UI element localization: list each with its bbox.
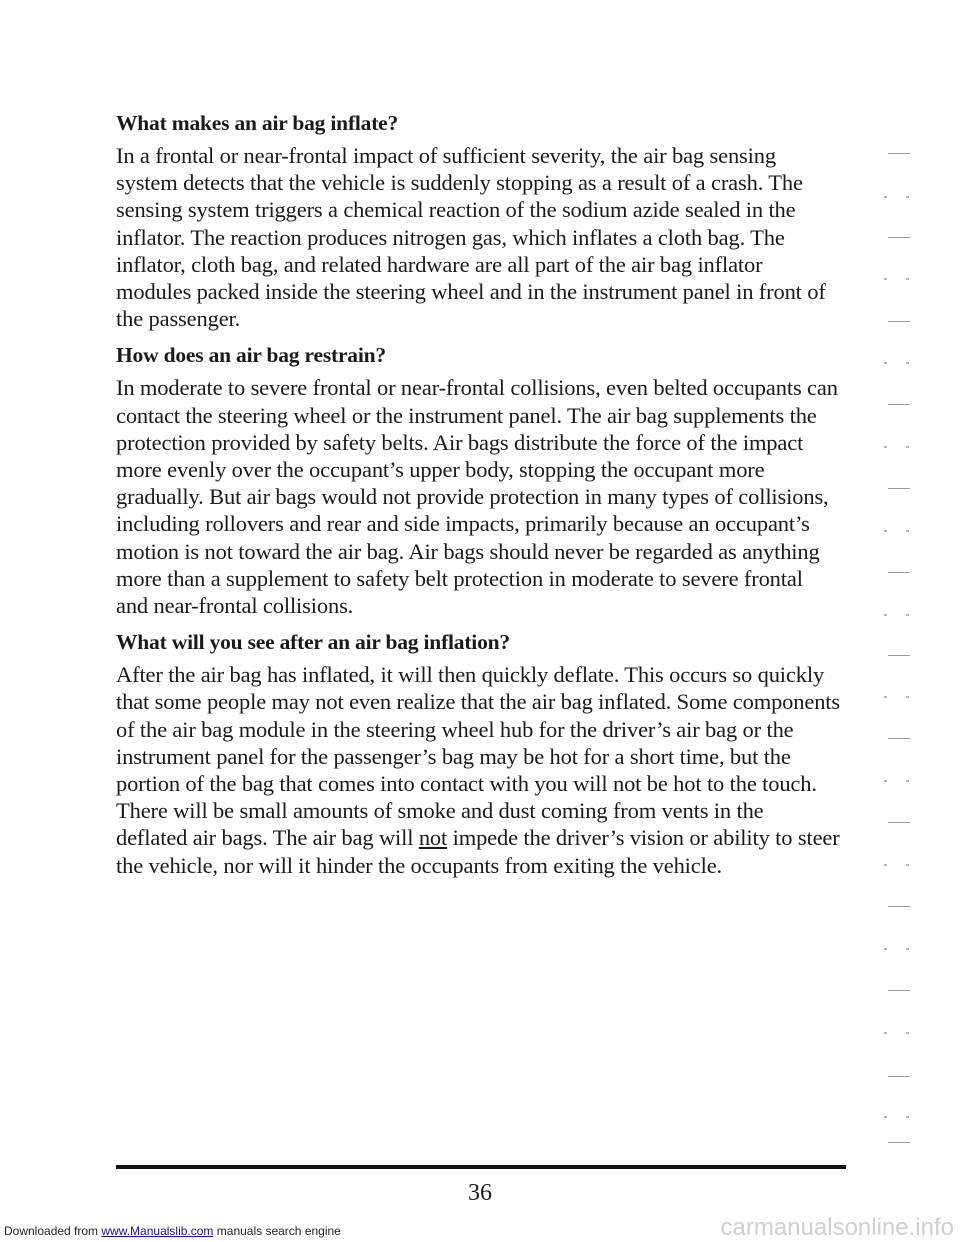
scan-dots xyxy=(882,696,912,699)
scan-mark xyxy=(888,655,910,656)
scan-dots xyxy=(882,278,912,281)
watermark: carmanualsonline.info xyxy=(720,1214,954,1241)
scan-dots xyxy=(882,614,912,617)
scan-dots xyxy=(882,864,912,867)
section-heading: What makes an air bag inflate? xyxy=(116,111,399,135)
page-number: 36 xyxy=(468,1180,492,1206)
manualslib-link[interactable]: www.Manualslib.com xyxy=(101,1224,214,1238)
scan-mark xyxy=(888,990,910,991)
scan-dots xyxy=(882,446,912,449)
scan-mark xyxy=(888,404,910,405)
scan-dots xyxy=(882,780,912,783)
scan-dots xyxy=(882,196,912,199)
footer-prefix: Downloaded from xyxy=(4,1224,102,1238)
scan-dots xyxy=(882,530,912,533)
scan-dots xyxy=(882,1116,912,1119)
download-footer xyxy=(4,1224,341,1238)
scan-mark xyxy=(888,572,910,573)
emphasis-underline: not xyxy=(418,825,448,851)
scan-mark xyxy=(888,321,910,322)
scan-dots xyxy=(882,1032,912,1035)
footer-rule xyxy=(116,1165,846,1169)
scan-dots xyxy=(882,948,912,951)
section-body: In a frontal or near-frontal impact of sufficient severity, the air bag sensing system detects that the vehicle is suddenly stopping as a result of a crash. The sensing system triggers a chemical reaction of the sodium azide sealed in the inflator. The reaction produces nitrogen gas, which inflates a cloth bag. The inflator, cloth bag, and related hardware are all part of the air bag inflator modules packed inside the steering wheel and in the instrument panel in front of the passenger. xyxy=(116,143,826,332)
footer-suffix: manuals search engine xyxy=(213,1224,341,1238)
scan-mark xyxy=(888,822,910,823)
body-text: After the air bag has inflated, it will then quickly deflate. This occurs so quickly that some people may not even realize that the air bag inflated. Some components of the air bag module in the steering wheel hub for the driver’s air bag or the instrument panel for the passenger’s bag may be hot for a short time, but the portion of the bag that comes into contact with you will not be hot to the touch. There will be small amounts of smoke and dust coming from vents in the deflated air bags. The air bag will xyxy=(116,662,841,851)
scan-mark xyxy=(888,153,910,154)
section-heading: What will you see after an air bag inflation? xyxy=(116,630,510,655)
section-body xyxy=(116,661,840,879)
body-text: impede the driver’s vision or ability to steer the vehicle, nor will it hinder the occupants from exiting the vehicle. xyxy=(116,825,840,878)
section-heading: How does an air bag restrain? xyxy=(116,343,386,368)
scan-mark xyxy=(888,237,910,238)
scan-dots xyxy=(882,362,912,365)
scan-mark xyxy=(888,1076,910,1077)
scan-mark xyxy=(888,738,910,739)
scan-mark xyxy=(888,1142,910,1143)
section-body: In moderate to severe frontal or near-frontal collisions, even belted occupants can contact the steering wheel or the instrument panel. The air bag supplements the protection provided by safety belts. Air bags distribute the force of the impact more evenly over the occupant’s upper body, stopping the occupant more gradually. But air bags would not provide protection in many types of collisions, including rollovers and rear and side impacts, primarily because an occupant’s motion is not toward the air bag. Air bags should never be regarded as anything more than a supplement to safety belt protection in moderate to severe frontal and near-frontal collisions. xyxy=(116,375,838,619)
scan-mark xyxy=(888,488,910,489)
margin-scan-marks xyxy=(868,140,918,1160)
page-content xyxy=(116,108,840,887)
scan-mark xyxy=(888,906,910,907)
